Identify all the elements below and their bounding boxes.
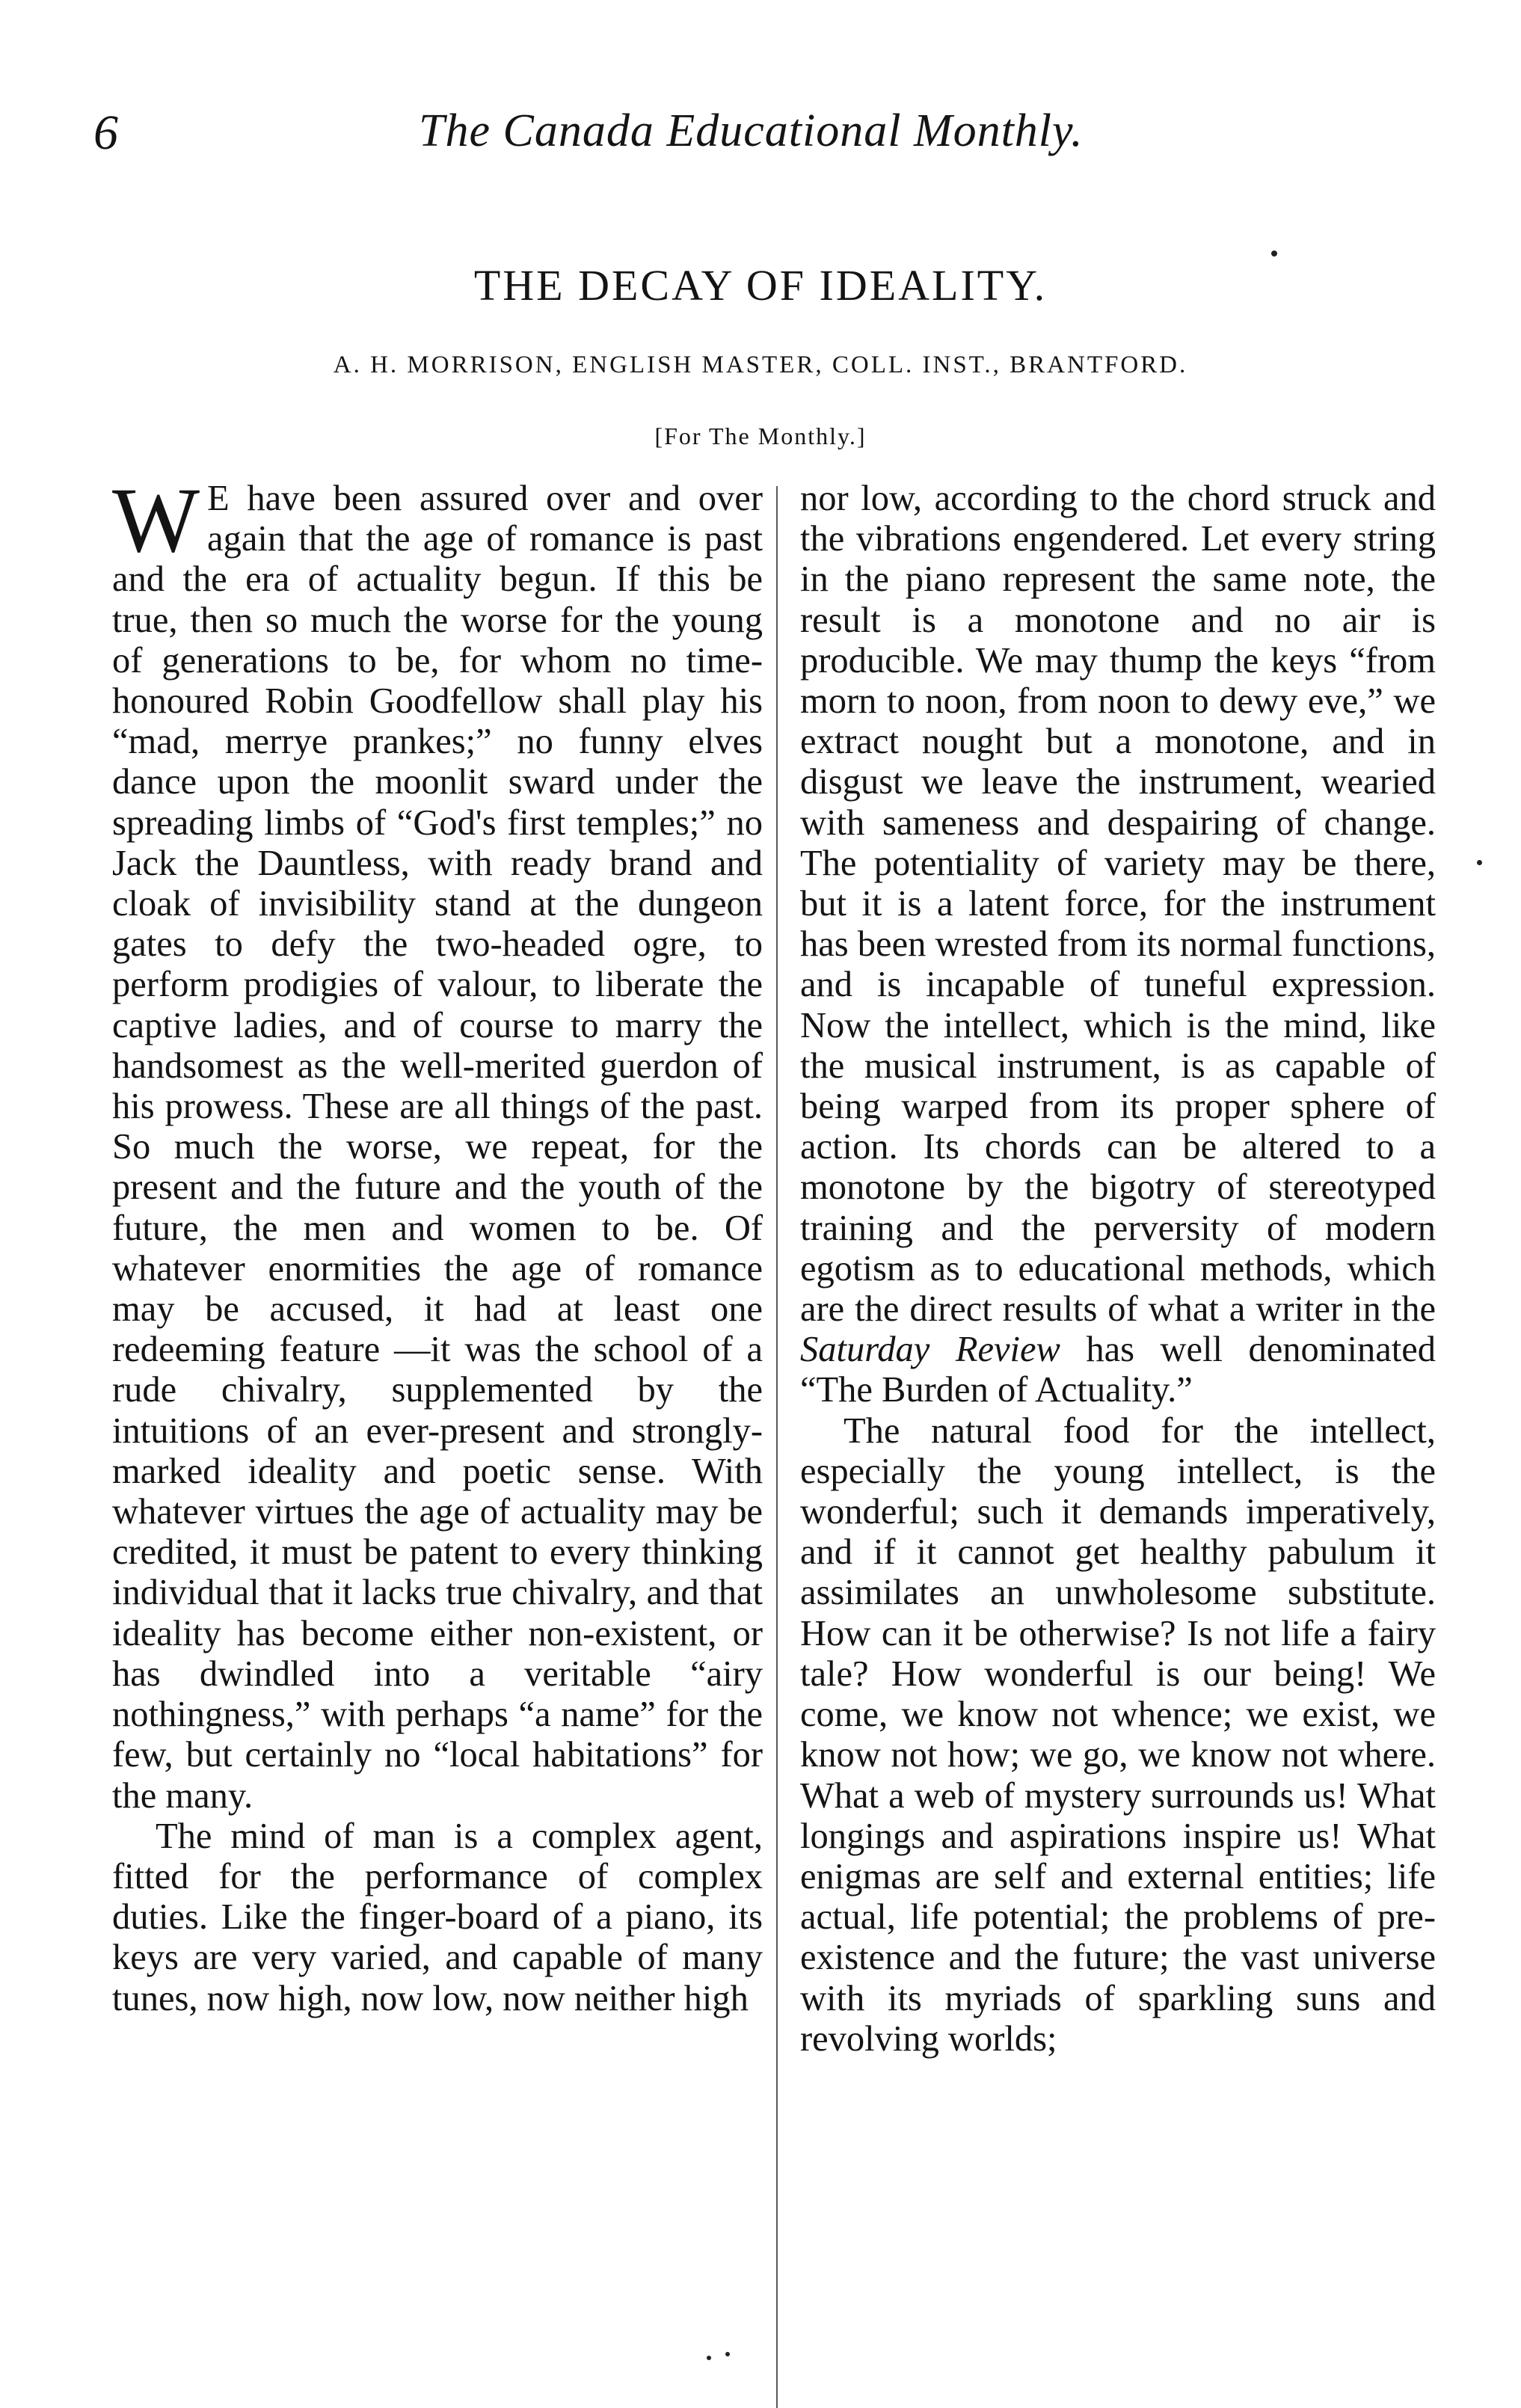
scan-speck xyxy=(725,2352,730,2356)
paragraph xyxy=(112,469,763,1816)
drop-cap: W xyxy=(112,469,200,571)
scan-speck xyxy=(1271,251,1277,257)
article-byline: A. H. MORRISON, ENGLISH MASTER, COLL. INST., BRANTFORD. xyxy=(333,351,1188,378)
paragraph-text: E have been assured over and over again that the age of romance is past and the era of actuality begun. If this be true, then so much the worse for the young of generations to be, for whom no time-honoured Robin Goodfellow shall play his “mad, merrye prankes;” no funny elves dance upon the moonlit sward under the spreading limbs of “God's first temples;” no Jack the Dauntless, with ready brand and cloak of invisibility stand at the dungeon gates to defy the two-headed ogre, to perform prodigies of valour, to liberate the captive ladies, and of course to marry the handsomest as the well-merited guerdon of his prowess. These are all things of the past. So much the worse, we repeat, for the present and the future and the youth of the future, the men and women to be. Of whatever enormities the age of romance may be accused, it had at least one redeeming feature —it was the school of a rude chivalry, supplemented by the intuitions of an ever-present and strongly-marked ideality and poetic sense. With whatever virtues the age of actuality may be credited, it must be patent to every thinking individual that it lacks true chivalry, and that ideality has become either non-existent, or has dwindled into a veritable “airy nothingness,” with perhaps “a name” for the few, but certainly no “local habitations” for the many. xyxy=(112,479,763,1816)
publication-title: Saturday Review xyxy=(800,1330,1060,1370)
running-head xyxy=(0,105,1521,165)
journal-title: The Canada Educational Monthly. xyxy=(419,105,1084,156)
right-column xyxy=(800,479,1436,2060)
for-line: [For The Monthly.] xyxy=(654,423,867,449)
paragraph-text: has well denominated “The Burden of Actuality.” xyxy=(800,1330,1436,1410)
paragraph xyxy=(800,479,1436,1411)
column-divider xyxy=(776,486,778,2408)
left-column xyxy=(112,469,763,2019)
scan-speck xyxy=(1477,860,1482,865)
scan-speck xyxy=(707,2356,711,2360)
paragraph: The mind of man is a complex agent, fitted for the performance of complex duties. Like the finger-board of a piano, its keys are very varied, and capable of many tunes, now high, now low, now neither high xyxy=(112,1816,763,2018)
article-title: THE DECAY OF IDEALITY. xyxy=(473,261,1048,310)
paragraph-text: nor low, according to the chord struck and the vibrations engendered. Let every string in the piano represent the same note, the result is a monotone and no air is producible. We may thump the keys “from morn to noon, from noon to dewy eve,” we extract nought but a monotone, and in disgust we leave the instrument, wearied with sameness and despairing of change. The potentiality of variety may be there, but it is a latent force, for the instrument has been wrested from its normal functions, and is incapable of tuneful expression. Now the intellect, which is the mind, like the musical instrument, is as capable of being warped from its proper sphere of action. Its chords can be altered to a monotone by the bigotry of stereotyped training and the perversity of modern egotism as to educational methods, which are the direct results of what a writer in the xyxy=(800,479,1436,1330)
paragraph: The natural food for the intellect, especially the young intellect, is the wonderful; such it demands imperatively, and if it cannot get healthy pabulum it assimilates an unwholesome substitute. How can it be otherwise? Is not life a fairy tale? How wonderful is our being! We come, we know not whence; we exist, we know not how; we go, we know not where. What a web of mystery surrounds us! What longings and aspirations inspire us! What enigmas are self and external entities; life actual, life potential; the problems of pre-existence and the future; the vast universe with its myriads of sparkling suns and revolving worlds; xyxy=(800,1410,1436,2059)
page-number: 6 xyxy=(93,105,118,160)
